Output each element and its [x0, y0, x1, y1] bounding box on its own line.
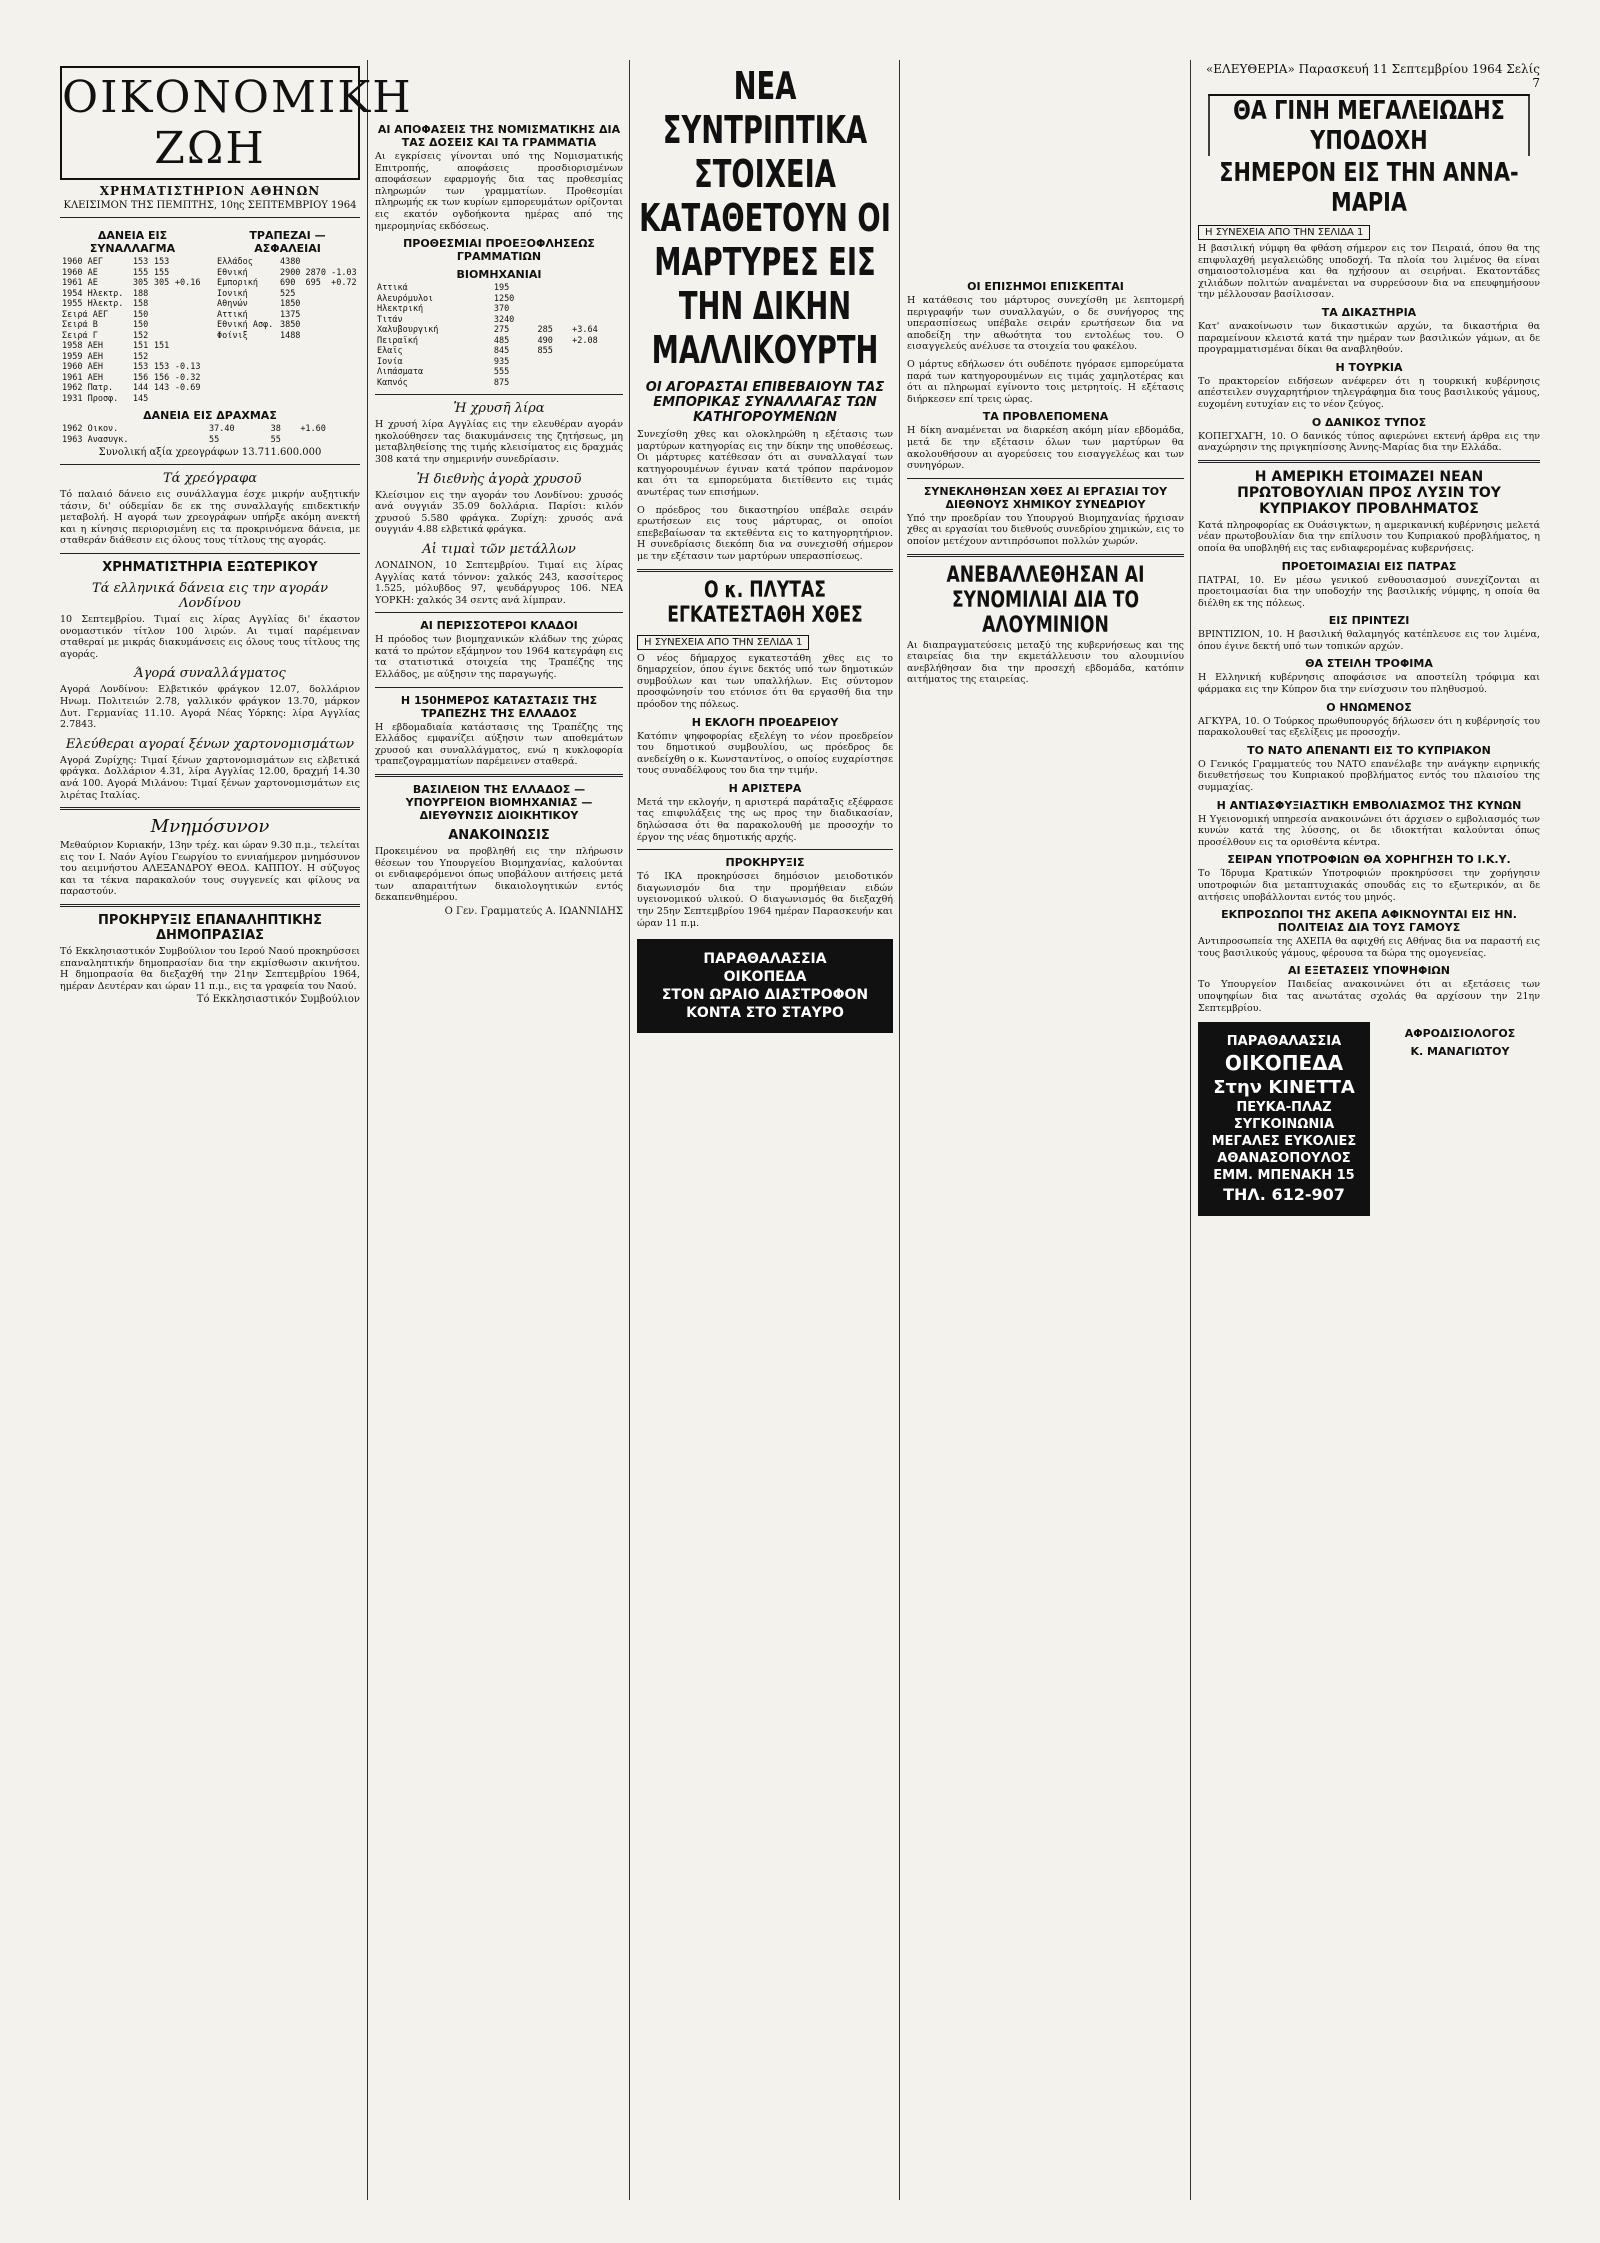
article-heading: ΑΙ ΑΠΟΦΑΣΕΙΣ ΤΗΣ ΝΟΜΙΣΜΑΤΙΚΗΣ ΔΙΑ ΤΑΣ ΔΟΣΕΙΣ ΚΑΙ ΤΑ ΓΡΑΜΜΑΤΙΑ [377, 123, 621, 149]
table-cell: 845 [493, 346, 510, 357]
table-row [60, 341, 205, 352]
trial-body: Ο πρόεδρος του δικαστηρίου υπέβαλε σειράν ερωτήσεων εις τους μάρτυρας, οι οποίοι επεβεβαίωσαν τα εκτεθέντα εις το κατηγορητήριον. Η συνεδρίασις διεκόπη δια να συνεχισθή σήμερον με την εξέτασιν των μαρτύρων υπερασπίσεως. [637, 504, 893, 562]
table-cell: -0.69 [174, 383, 201, 393]
table-cell: 150 [132, 309, 149, 320]
article-subheading: ΕΚΠΡΟΣΩΠΟΙ ΤΗΣ ΑΚΕΠΑ ΑΦΙΚΝΟΥΝΤΑΙ ΕΙΣ ΗΝ. ΠΟΛΙΤΕΙΑΣ ΔΙΑ ΤΟΥΣ ΓΑΜΟΥΣ [1221, 908, 1517, 935]
memorial-body: Μεθαύριον Κυριακήν, 13ην τρέχ. και ώραν 9.30 π.μ., τελείται εις τον Ι. Ναόν Αγίου Γεωργίου το εννιαήμερον μνημόσυνον του αειμνήστου ΑΛΕΞΑΝΔΡΟΥ ΘΕΟΔ. ΚΑΠΠΟΥ. Η σύζυγος και τα τέκνα παρακαλούν τους συγγενείς και φίλους να παραστούν. [60, 840, 360, 898]
article-heading: ΟΙ ΕΠΙΣΗΜΟΙ ΕΠΙΣΚΕΠΤΑΙ [967, 280, 1124, 293]
table-cell: Ιονία [377, 356, 403, 367]
article-body: Αγορά Ζυρίχης: Τιμαί ξένων χαρτονομισμάτων εις ελβετικά φράγκα. Δολλάριον 4.31, λίρα Αγγλίας 12.00, δραχμή 14.30 ανά 100. Αγορά Μιλάνου: Τιμαί ξένων χαρτονομισμάτων εις λιρέτας Ιταλίας. [60, 754, 360, 801]
table-row [60, 320, 205, 331]
table-cell [570, 367, 623, 378]
loans-block [60, 224, 205, 404]
table-cell: 1961 ΑΕ [62, 278, 98, 288]
table-cell: 37.40 [208, 424, 235, 434]
doctor-name: Κ. ΜΑΝΑΓΙΩΤΟΥ [1410, 1045, 1510, 1059]
table-cell [536, 357, 571, 368]
ad-line: ΤΗΛ. 612-907 [1223, 1185, 1345, 1205]
table-cell: 151 [132, 341, 149, 351]
column-rule [367, 60, 368, 2200]
ad-line: ΠΑΡΑΘΑΛΑΣΣΙΑ [1226, 1034, 1342, 1050]
table-cell: 1960 ΑΕ [62, 267, 98, 278]
table-cell: +0.72 [331, 278, 357, 288]
column-trial [637, 60, 893, 2200]
table-cell: 4380 [279, 257, 301, 267]
table-cell: 1960 ΑΕΗ [62, 362, 103, 372]
table-cell: 305 [153, 278, 170, 288]
notice-body: Τό Εκκλησιαστικόν Συμβούλιον του Ιερού Ναού προκηρύσσει επαναληπτικήν δημοπρασίαν δια την εκμίσθωσιν ακινήτου. Η δημοπρασία θα διεξαχθή την 21ην Σεπτεμβρίου 1964, ημέραν Δευτέραν και ώραν 11 π.μ., εις τα γραφεία του Ναού. [60, 946, 360, 992]
table-cell [304, 331, 330, 342]
table-cell: 158 [132, 299, 149, 309]
table-cell: Αττική [217, 309, 248, 320]
table-cell [173, 257, 205, 268]
article-heading: ΤΑ ΠΡΟΒΛΕΠΟΜΕΝΑ [982, 410, 1109, 424]
table-cell [329, 331, 360, 342]
article-body: Αι εγκρίσεις γίνονται υπό της Νομισματικής Επιτροπής, αποφάσεις προσδιορισμένων αποφάσεων εφαρμογής δια τας προθεσμίας πληρωμών των γραμματίων. Προθεσμίαι πληρωμής εκ των κυρίων εμπορευμάτων ορίζονται εις εκατόν ογδοήκοντα ημέρας από της ημερομηνίας εκδόσεως. [375, 151, 623, 232]
table-cell [304, 310, 330, 321]
article-body: Το Υπουργείον Παιδείας ανακοινώνει ότι αι εξετάσεις των υποψηφίων δια τας ανωτάτας σχολάς θα αρχίσουν την 21ην Σεπτεμβρίου. [1198, 979, 1540, 1014]
table-cell: 55 [208, 434, 220, 445]
table-cell [173, 331, 205, 342]
table-cell [329, 289, 360, 300]
table-cell [304, 299, 330, 310]
table-cell: Λιπάσματα [377, 367, 424, 378]
article-body: Αντιπροσωπεία της ΑΧΕΠΑ θα αφιχθή εις Αθήνας δια να παραστή εις τους βασιλικούς γάμους, φέρουσα τα δώρα της ομογενείας. [1198, 936, 1540, 959]
article-body: Η δίκη αναμένεται να διαρκέση ακόμη μίαν εβδομάδα, μετά δε την εξέτασιν όλων των μαρτύρων θα ακολουθήσουν αι αγορεύσεις του εισαγγελέως και των συνηγόρων. [907, 425, 1184, 472]
ad-line: ΑΘΑΝΑΣΟΠΟΥΛΟΣ [1217, 1151, 1351, 1167]
ad-line: ΠΕΥΚΑ-ΠΛΑΖ [1236, 1100, 1332, 1116]
table-cell: 188 [132, 288, 149, 299]
ad-line: ΕΜΜ. ΜΠΕΝΑΚΗ 15 [1213, 1168, 1355, 1184]
table-cell [173, 394, 205, 405]
ad-line: ΟΙΚΟΠΕΔΑ [723, 969, 807, 986]
table-row [60, 278, 205, 289]
article-body: Τό παλαιό δάνειο εις συνάλλαγμα έσχε μικρήν αυξητικήν τάσιν, δι' ούδεμίαν δε εκ της συναλλαγής επιδεκτικήν μεταβολή. Η αγορά των χρεογράφων υπήρξε ακόμη ανεκτή και η κίνησις περιορισμένη εις τα προκρινόμενα δάνεια, με σταθεράν διάθεσιν εις όλους τους τίτλους της αγοράς. [60, 489, 360, 547]
table-row [60, 435, 360, 446]
royal-subheading: Ο ΔΑΝΙΚΟΣ ΤΥΠΟΣ [1311, 415, 1427, 429]
table-cell: Σειρά Β [62, 320, 98, 330]
ad-line: Στην ΚΙΝΕΤΤΑ [1213, 1077, 1355, 1099]
table-row [375, 346, 623, 357]
table-cell: 935 [493, 356, 510, 367]
table-cell [570, 378, 623, 389]
table-cell: Ηλεκτρική [377, 304, 424, 315]
notice-heading: ΠΡΟΚΗΡΥΞΙΣ [725, 856, 805, 870]
section-heading: Ελεύθεραι αγοραί ξένων χαρτονομισμάτων [65, 736, 355, 752]
table-cell [173, 268, 205, 279]
table-cell: Εθνική Ασφ. [217, 320, 274, 330]
table-row [215, 278, 360, 289]
table-cell: Εθνική [217, 267, 248, 278]
aluminium-headline: ΑΝΕΒΑΛΛΕΘΗΣΑΝ ΑΙ ΣΥΝΟΜΙΛΙΑΙ ΔΙΑ ΤΟ ΑΛΟΥΜΙΝΙΟΝ [946, 562, 1145, 638]
table-cell: 150 [132, 320, 149, 330]
table-cell: Ελαϊς [377, 346, 403, 357]
table-cell: 2870 [305, 267, 326, 278]
table-cell: 144 [132, 383, 149, 393]
aluminium-body: Αι διαπραγματεύσεις μεταξύ της κυβερνήσεως και της εταιρείας δια την εκμετάλλευσιν του αλουμινίου ανεβλήθησαν δια την προσεχή εβδομάδα, κατόπιν αιτήματος της εταιρείας. [907, 639, 1184, 686]
table-cell: -1.03 [331, 267, 357, 278]
rates-tables [60, 224, 360, 404]
ad-line: ΚΟΝΤΑ ΣΤΟ ΣΤΑΥΡΟ [686, 1005, 844, 1022]
table-cell [173, 320, 205, 331]
table-cell: Εμπορική [217, 278, 258, 288]
table-row [215, 320, 360, 331]
exchange-kicker: ΧΡΗΜΑΤΙΣΤΗΡΙΟΝ ΑΘΗΝΩΝ [99, 184, 321, 198]
table-cell [304, 320, 330, 331]
article-body: 10 Σεπτεμβρίου. Τιμαί εις λίρας Αγγλίας δι' έκαστον ονομαστικόν τίτλον 100 λιρών. Αι τιμαί παρέμειναν σταθεραί με μικράς διακυμάνσεις εις όλους τους τίτλους της αγοράς. [60, 613, 360, 660]
ministry-body: Προκειμένου να προβληθή εις την πλήρωσιν θέσεων του Υπουργείου Βιομηχανίας, καλούνται οι ενδιαφερόμενοι όπως υποβάλουν αιτήσεις μετά των απαραιτήτων δικαιολογητικών εντός δεκαπενθημέρου. [375, 846, 623, 904]
table-row [60, 268, 205, 279]
article-subheading: ΑΙ ΕΞΕΤΑΣΕΙΣ ΥΠΟΨΗΦΙΩΝ [1288, 964, 1450, 978]
table-cell: 1959 ΑΕΗ [62, 351, 103, 362]
newspaper-page [60, 60, 1540, 2200]
table-cell: 145 [132, 393, 149, 404]
date-line: «ΕΛΕΥΘΕΡΙΑ» Παρασκευή 11 Σεπτεμβρίου 1964 Σελίς 7 [1205, 62, 1540, 90]
article-body: Το Ίδρυμα Κρατικών Υποτροφιών προκηρύσσει την χορήγησιν υποτροφιών δια μεταπτυχιακάς σπουδάς εις το εξωτερικόν, αι δε αιτήσεις υποβάλλονται εντός του μηνός. [1198, 868, 1540, 903]
table-cell [152, 320, 173, 331]
table-cell: 305 [132, 278, 149, 288]
exchange-sub: ΚΛΕΙΣΙΜΟΝ ΤΗΣ ΠΕΜΠΤΗΣ, 10ης ΣΕΠΤΕΜΒΡΙΟΥ 1964 [63, 200, 357, 211]
table-cell: 3240 [493, 314, 515, 325]
royal-headline: ΣΗΜΕΡΟΝ ΕΙΣ ΤΗΝ ΑΝΝΑ-ΜΑΡΙΑ [1219, 158, 1519, 218]
table-row [60, 331, 205, 342]
ministry-signature: Ο Γεν. Γραμματεύς Α. ΙΩΑΝΝΙΔΗΣ [444, 906, 623, 917]
bottom-ads [1198, 1022, 1540, 1216]
table-cell [536, 304, 571, 315]
article-body: ΑΓΚΥΡΑ, 10. Ο Τούρκος πρωθυπουργός δήλωσεν ότι η κυβέρνησίς του παρακολουθεί τας εξελίξεις με προσοχήν. [1198, 715, 1540, 739]
bonds-heading: ΔΑΝΕΙΑ ΕΙΣ ΔΡΑΧΜΑΣ [143, 409, 277, 422]
table-cell [329, 299, 360, 310]
table-cell: Σειρά ΑΕΓ [62, 309, 109, 320]
table-row [375, 367, 623, 378]
doctor-notice [1380, 1022, 1540, 1216]
royal-body: Η βασιλική νύμφη θα φθάση σήμερον εις τον Πειραιά, όπου θα της επιφυλαχθή μεγαλειώδης υποδοχή. Τα πλοία του λιμένος θα είναι σημαιοστολισμένα και θα ηχήσουν αι σειρήναι. Εκατοντάδες χιλιάδων πολιτών αναμένεται να συρρεύσουν δια να επευφημήσουν την μέλλουσαν βασίλισσαν. [1198, 243, 1540, 301]
table-cell [570, 357, 623, 368]
table-cell: Φοίνιξ [217, 330, 248, 341]
column-trial-cont [907, 60, 1184, 2200]
ad-line: ΠΑΡΑΘΑΛΑΣΣΙΑ [703, 951, 827, 968]
continuation-label: Η ΣΥΝΕΧΕΙΑ ΑΠΟ ΤΗΝ ΣΕΛΙΔΑ 1 [637, 635, 809, 650]
column-rule [899, 60, 900, 2200]
table-cell: Τιτάν [377, 314, 403, 325]
table-cell: Ελλάδος [217, 257, 253, 267]
mayor-body: Ο νέος δήμαρχος εγκατεστάθη χθες εις το δημαρχείον, όπου έγινε δεκτός υπό των δημοτικών συμβούλων και των υπαλλήλων. Εις σύντομον προσφώνησίν του ετόνισε ότι θα εργασθή δια την πρόοδον της πόλεως. [637, 652, 893, 710]
banks-table [215, 257, 360, 341]
ad-line: ΣΤΟΝ ΩΡΑΙΟ ΔΙΑΣΤΡΟΦΟΝ [661, 987, 869, 1004]
table-cell: Αττικά [377, 283, 408, 294]
table-cell: 555 [493, 367, 510, 378]
table-cell: 490 [537, 335, 553, 346]
table-cell: +3.64 [572, 325, 598, 336]
table-cell: 143 [153, 383, 170, 393]
stocks-heading: ΒΙΟΜΗΧΑΝΙΑΙ [456, 268, 542, 282]
table-cell: 155 [132, 267, 149, 278]
table-cell [304, 289, 330, 300]
royal-subheading: ΤΑ ΔΙΚΑΣΤΗΡΙΑ [1321, 305, 1417, 319]
ad-line: ΟΙΚΟΠΕΔΑ [1224, 1051, 1344, 1076]
section-heading: Ἡ διεθνὴς ἀγορὰ χρυσοῦ [416, 471, 582, 487]
table-cell: Σειρά Γ [62, 330, 98, 341]
table-row [375, 294, 623, 305]
table-cell: 2900 [279, 267, 301, 278]
table-cell [536, 283, 571, 294]
table-cell [536, 294, 571, 305]
article-body: Κλείσιμον εις την αγοράν του Λονδίνου: χρυσός ανά ουγγιάν 35.09 δολλάρια. Παρίσι: κιλόν χρυσού 5.580 φράγκα. Ζυρίχη: χρυσός ανά ουγγιάν 4.88 ελβετικά φράγκα. [375, 489, 623, 536]
table-cell [152, 394, 173, 405]
table-cell: 855 [537, 346, 553, 357]
table-cell: 1962 Οικον. [62, 424, 119, 434]
table-cell [298, 435, 360, 446]
article-subheading: ΠΡΟΕΤΟΙΜΑΣΙΑΙ ΕΙΣ ΠΑΤΡΑΣ [1281, 559, 1457, 573]
table-cell: 1488 [279, 330, 301, 341]
table-cell: 153 [153, 257, 170, 267]
left-body: Μετά την εκλογήν, η αριστερά παράταξις εξέφρασε τας επιφυλάξεις της ως προς την διαδικασίαν, δηλώσασα ότι θα παρακολουθή με προσοχήν το έργον της νέας δημοτικής αρχής. [637, 796, 893, 843]
trial-body: Συνεχίσθη χθες και ολοκληρώθη η εξέτασις των μαρτύρων κατηγορίας εις την δίκην της υποθέσεως. Οι μάρτυρες κατέθεσαν ότι αι συναλλαγαί των κατηγορουμένων έγιναν κατά τρόπον παράνομον και ότι τα εμπορεύματα διετίθεντο εις τιμάς ανωτέρας των επισήμων. [637, 429, 893, 498]
section-heading: Αἱ τιμαὶ τῶν μετάλλων [422, 541, 576, 557]
table-cell [304, 257, 330, 268]
masthead: ΟΙΚΟΝΟΜΙΚΗ ΖΩΗ [60, 66, 360, 180]
banks-block [215, 224, 360, 404]
article-body: Η πρόοδος των βιομηχανικών κλάδων της χώρας κατά το πρώτον εξάμηνον του 1964 κατεγράφη εις τα στατιστικά στοιχεία της Τραπέζης της Ελλάδος, με αύξησιν της παραγωγής. [375, 634, 623, 681]
section-heading: Η 150ΗΜΕΡΟΣ ΚΑΤΑΣΤΑΣΙΣ ΤΗΣ ΤΡΑΠΕΖΗΣ ΤΗΣ ΕΛΛΑΔΟΣ [400, 693, 598, 720]
table-cell [329, 257, 360, 268]
mayor-headline: Ο κ. ΠΛΥΤΑΣ ΕΓΚΑΤΕΣΤΑΘΗ ΧΘΕΣ [667, 577, 863, 628]
table-cell [570, 294, 623, 305]
table-cell: Αλευρόμυλοι [377, 293, 434, 304]
column-rule [629, 60, 630, 2200]
table-cell: 485 [493, 335, 510, 346]
table-cell [570, 315, 623, 326]
total-line: Συνολική αξία χρεογράφων 13.711.600.000 [98, 447, 322, 458]
table-row [60, 257, 205, 268]
loans-table [60, 257, 205, 404]
table-cell: 195 [493, 283, 510, 294]
table-cell [173, 341, 205, 352]
continuation-label: Η ΣΥΝΕΧΕΙΑ ΑΠΟ ΤΗΝ ΣΕΛΙΔΑ 1 [1198, 225, 1370, 240]
article-subheading: Η ΑΝΤΙΑΣΦΥΞΙΑΣΤΙΚΗ ΕΜΒΟΛΙΑΣΜΟΣ ΤΗΣ ΚΥΝΩΝ [1216, 798, 1522, 812]
table-row [215, 331, 360, 342]
table-cell: 690 [279, 278, 296, 288]
table-row [60, 383, 205, 394]
column-royal [1198, 60, 1540, 2200]
table-cell [570, 304, 623, 315]
table-row [215, 310, 360, 321]
table-cell [173, 310, 205, 321]
table-cell: 1961 ΑΕΗ [62, 372, 103, 383]
doctor-heading: ΑΦΡΟΔΙΣΙΟΛΟΓΟΣ [1404, 1027, 1516, 1041]
table-cell [329, 310, 360, 321]
article-subheading: ΘΑ ΣΤΕΙΛΗ ΤΡΟΦΙΜΑ [1305, 657, 1433, 671]
land-ad [637, 939, 893, 1033]
notice-heading: ΠΡΟΚΗΡΥΞΙΣ ΕΠΑΝΑΛΗΠΤΙΚΗΣ ΔΗΜΟΠΡΑΣΙΑΣ [98, 913, 322, 944]
section-subheading: Τά ελληνικά δάνεια εις την αγοράν Λονδίνου [92, 580, 328, 611]
table-row [215, 289, 360, 300]
table-cell [570, 283, 623, 294]
trial-subheadline: ΟΙ ΑΓΟΡΑΣΤΑΙ ΕΠΙΒΕΒΑΙΟΥΝ ΤΑΣ ΕΜΠΟΡΙΚΑΣ ΣΥΝΑΛΛΑΓΑΣ ΤΩΝ ΚΑΤΗΓΟΡΟΥΜΕΝΩΝ [645, 380, 885, 425]
article-body: Η Ελληνική κυβέρνησις αποφάσισε να αποστείλη τρόφιμα και φάρμακα εις την Κύπρον δια την ενίσχυσιν του πληθυσμού. [1198, 672, 1540, 696]
table-cell [536, 315, 571, 326]
table-cell [152, 331, 173, 342]
table-cell [173, 299, 205, 310]
table-row [60, 362, 205, 373]
table-row [375, 336, 623, 347]
article-body: ΛΟΝΔΙΝΟΝ, 10 Σεπτεμβρίου. Τιμαί εις λίρας Αγγλίας κατά τόννον: χαλκός 243, κασσίτερος 1.525, μόλυβδος 97, ψευδάργυρος 106. ΝΕΑ ΥΟΡΚΗ: χαλκός 34 σεντς ανά λίμπραν. [375, 559, 623, 606]
article-subheading: ΤΟ ΝΑΤΟ ΑΠΕΝΑΝΤΙ ΕΙΣ ΤΟ ΚΥΠΡΙΑΚΟΝ [1247, 743, 1491, 757]
table-row [60, 373, 205, 384]
ad-line: ΜΕΓΑΛΕΣ ΕΥΚΟΛΙΕΣ [1211, 1134, 1357, 1150]
table-cell: 156 [132, 372, 149, 383]
table-cell [152, 299, 173, 310]
table-cell: 152 [132, 351, 149, 362]
table-cell: Ιονική [217, 288, 248, 299]
article-body: Η εβδομαδιαία κατάστασις της Τραπέζης της Ελλάδος εμφανίζει αύξησιν των αποθεμάτων χρυσού και συναλλάγματος, ενώ η κυκλοφορία τραπεζογραμματίων παρέμεινεν σταθερά. [375, 721, 623, 768]
article-subheading: ΠΡΟΘΕΣΜΙΑΙ ΠΡΟΕΞΟΦΛΗΣΕΩΣ ΓΡΑΜΜΑΤΙΩΝ [403, 237, 595, 264]
article-subheading: ΣΕΙΡΑΝ ΥΠΟΤΡΟΦΙΩΝ ΘΑ ΧΟΡΗΓΗΣΗ ΤΟ Ι.Κ.Υ. [1227, 853, 1511, 867]
notice-signature: Τό Εκκλησιαστικόν Συμβούλιον [196, 994, 360, 1006]
table-cell: 1375 [279, 309, 301, 320]
article-body: Η Υγειονομική υπηρεσία ανακοινώνει ότι άρχισεν ο εμβολιασμός των κυνών κατά της λύσσης, οι δε ιδιοκτήται καλούνται όπως προσέλθουν εις τα ορισθέντα κέντρα. [1198, 813, 1540, 848]
memorial-heading: Μνημόσυνον [150, 816, 270, 838]
table-cell: 153 [132, 257, 149, 267]
stocks-table [375, 283, 623, 388]
table-cell [173, 289, 205, 300]
section-heading: Άγορά συναλλάγματος [134, 666, 286, 682]
column-finance-2 [375, 60, 623, 2200]
table-cell: 1962 Πατρ. [62, 383, 114, 393]
table-cell: 156 [153, 372, 170, 383]
notice-body: Τό ΙΚΑ προκηρύσσει δημόσιον μειοδοτικόν διαγωνισμόν δια την προμήθειαν ειδών υγειονομικού υλικού. Ο διαγωνισμός θα διεξαχθή την 25ην Σεπτεμβρίου 1964 ημέραν Παρασκευήν και ώραν 11 π.μ. [637, 871, 893, 929]
table-cell: 55 [270, 434, 281, 445]
royal-body: ΚΟΠΕΓΧΑΓΗ, 10. Ο δανικός τύπος αφιερώνει εκτενή άρθρα εις την αναχώρησιν της πριγκηπίσσης Άννης-Μαρίας δια την Ελλάδα. [1198, 430, 1540, 454]
table-row [375, 283, 623, 294]
table-cell: 153 [132, 362, 149, 372]
table-cell: Χαλυβουργική [377, 325, 439, 336]
table-cell [536, 378, 571, 389]
table-row [375, 304, 623, 315]
loans-heading: ΔΑΝΕΙΑ ΕΙΣ ΣΥΝΑΛΛΑΓΜΑ [89, 229, 176, 255]
table-cell: 275 [493, 325, 510, 336]
table-cell: -0.32 [174, 372, 201, 383]
table-cell: 370 [493, 304, 510, 315]
kinetta-ad [1198, 1022, 1370, 1216]
table-cell: Πειραϊκή [377, 335, 418, 346]
table-cell: 3850 [279, 320, 301, 330]
table-row [60, 352, 205, 363]
table-row [215, 299, 360, 310]
section-heading: Ἡ χρυσῆ λίρα [453, 401, 545, 417]
table-cell [329, 320, 360, 331]
congress-heading: ΣΥΝΕΚΛΗΘΗΣΑΝ ΧΘΕΣ ΑΙ ΕΡΓΑΣΙΑΙ ΤΟΥ ΔΙΕΘΝΟΥΣ ΧΗΜΙΚΟΥ ΣΥΝΕΔΡΙΟΥ [923, 484, 1168, 511]
table-cell: 1931 Προσφ. [62, 393, 119, 404]
table-row [60, 394, 205, 405]
royal-body: Κατ' ανακοίνωσιν των δικαστικών αρχών, τα δικαστήρια θα παραμείνουν κλειστά κατά την ημέραν των βασιλικών γάμων, αι δε προγραμματισμέναι δίκαι θα αναβληθούν. [1198, 320, 1540, 356]
section-heading: Τά χρεόγραφα [163, 471, 257, 486]
table-cell: Αθηνών [217, 299, 248, 309]
table-cell: 152 [132, 330, 149, 341]
table-row [60, 424, 360, 435]
trial-headline: ΝΕΑ ΣΥΝΤΡΙΠΤΙΚΑ ΣΤΟΙΧΕΙΑ ΚΑΤΑΘΕΤΟΥΝ ΟΙ ΜΑΡΤΥΡΕΣ ΕΙΣ ΤΗΝ ΔΙΚΗΝ ΜΑΛΛΙΚΟΥΡΤΗ [639, 64, 891, 372]
royal-subheading: Η ΤΟΥΡΚΙΑ [1335, 360, 1403, 374]
article-body: Η κατάθεσις του μάρτυρος συνεχίσθη με λεπτομερή περιγραφήν των συναλλαγών, ο δε συνήγορος της υπερασπίσεως υπέβαλε σειράν ερωτήσεων δια να αποδείξη την αθωότητα του εντολέως του. Ο εισαγγελεύς ανέλυσε τα στοιχεία του φακέλου. [907, 295, 1184, 353]
table-cell: Καπνός [377, 377, 408, 388]
table-cell: 285 [537, 325, 553, 336]
column-rule [1190, 60, 1191, 2200]
article-body: ΒΡΙΝΤΙΖΙΟΝ, 10. Η βασιλική θαλαμηγός κατέπλευσε εις τον λιμένα, όπου έγινε δεκτή υπό των τοπικών αρχών. [1198, 629, 1540, 652]
table-row [215, 268, 360, 279]
royal-body: Το πρακτορείον ειδήσεων ανέφερεν ότι η τουρκική κυβέρνησις απέστειλεν συγχαρητήριον τηλεγράφημα δια τους βασιλικούς γάμους, ευχομένη ευτυχίαν εις το νέον ζεύγος. [1198, 375, 1540, 410]
table-cell: 1963 Ανασυγκ. [62, 434, 129, 445]
election-heading: Η ΕΚΛΟΓΗ ΠΡΟΕΔΡΕΙΟΥ [691, 715, 839, 729]
table-cell: 1955 Ηλεκτρ. [62, 299, 124, 309]
article-subheading: ΕΙΣ ΠΡΙΝΤΕΖΙ [1328, 614, 1410, 628]
table-cell [536, 367, 571, 378]
cyprus-headline: Η ΑΜΕΡΙΚΗ ΕΤΟΙΜΑΖΕΙ ΝΕΑΝ ΠΡΩΤΟΒΟΥΛΙΑΝ ΠΡΟΣ ΛΥΣΙΝ ΤΟΥ ΚΥΠΡΙΑΚΟΥ ΠΡΟΒΛΗΜΑΤΟΣ [1237, 468, 1501, 517]
table-cell: -0.13 [174, 362, 201, 372]
section-heading: ΧΡΗΜΑΤΙΣΤΗΡΙΑ ΕΞΩΤΕΡΙΚΟΥ [102, 559, 318, 575]
table-row [375, 315, 623, 326]
table-row [60, 310, 205, 321]
ministry-heading: ΒΑΣΙΛΕΙΟΝ ΤΗΣ ΕΛΛΑΔΟΣ — ΥΠΟΥΡΓΕΙΟΝ ΒΙΟΜΗΧΑΝΙΑΣ — ΔΙΕΥΘΥΝΣΙΣ ΔΙΟΙΚΗΤΙΚΟΥ [405, 783, 593, 823]
left-heading: Η ΑΡΙΣΤΕΡΑ [728, 781, 802, 795]
ministry-subheading: ΑΝΑΚΟΙΝΩΣΙΣ [448, 828, 550, 844]
table-row [60, 299, 205, 310]
table-cell: 155 [153, 267, 170, 278]
section-heading: ΑΙ ΠΕΡΙΣΣΟΤΕΡΟΙ ΚΛΑΔΟΙ [420, 619, 578, 633]
ad-line: ΣΥΓΚΟΙΝΩΝΙΑ [1233, 1117, 1335, 1133]
table-cell: 153 [153, 362, 170, 372]
congress-body: Υπό την προεδρίαν του Υπουργού Βιομηχανίας ήρχισαν χθες αι εργασίαι του διεθνούς συνεδρίου χημικών, εις το οποίον μετέχουν αντιπρόσωποι πολλών χωρών. [907, 512, 1184, 547]
article-body: Ο μάρτυς εδήλωσεν ότι ουδέποτε ηγόρασε εμπορεύματα παρά των κατηγορουμένων εις τιμάς χαμηλοτέρας και ότι αι πληρωμαί εγίνοντο τοις μετρητοίς. Η εξέτασις διήρκεσεν επί τρεις ώρας. [907, 358, 1184, 405]
royal-headline: ΘΑ ΓΙΝΗ ΜΕΓΑΛΕΙΩΔΗΣ ΥΠΟΔΟΧΗ [1208, 94, 1530, 156]
table-cell: 38 [270, 424, 281, 434]
cyprus-body: Κατά πληροφορίας εκ Ουάσιγκτων, η αμερικανική κυβέρνησις μελετά νέαν πρωτοβουλίαν δια την επίλυσιν του Κυπριακού προβλήματος, η οποία θα υποβληθή εις τας ενδιαφερομένας κυβερνήσεις. [1198, 519, 1540, 554]
table-cell [152, 289, 173, 300]
table-cell: 695 [305, 278, 321, 288]
table-row [375, 357, 623, 368]
article-body: Ο Γενικός Γραμματεύς του ΝΑΤΟ επανέλαβε την ανάγκην ειρηνικής διευθετήσεως του Κυπριακού προβλήματος εντός του πλαισίου της συμμαχίας. [1198, 758, 1540, 794]
table-cell: +2.08 [572, 335, 598, 346]
article-subheading: Ο ΗΝΩΜΕΝΟΣ [1326, 700, 1412, 714]
article-body: ΠΑΤΡΑΙ, 10. Εν μέσω γενικού ενθουσιασμού συνεχίζονται αι προετοιμασίαι δια την υποδοχήν της βασιλικής νύμφης, η οποία θα διέλθη εκ της πόλεως. [1198, 574, 1540, 609]
table-cell: 1958 ΑΕΗ [62, 341, 103, 351]
table-cell: 1850 [279, 299, 301, 309]
table-cell [173, 352, 205, 363]
table-cell [152, 310, 173, 321]
article-body: Αγορά Λονδίνου: Ελβετικόν φράγκον 12.07, δολλάριον Ηνωμ. Πολιτειών 2.78, γαλλικόν φράγκον 13.70, μάρκον Δυτ. Γερμανίας 11.10. Αγορά Νέας Υόρκης: λίρα Αγγλίας 2.7843. [60, 684, 360, 731]
table-cell: 525 [279, 288, 296, 299]
table-cell: 1954 Ηλεκτρ. [62, 288, 124, 299]
table-cell: 151 [153, 341, 170, 351]
table-cell [570, 346, 623, 357]
table-row [60, 289, 205, 300]
table-cell: 1250 [493, 293, 515, 304]
election-body: Κατόπιν ψηφοφορίας εξελέγη το νέον προεδρείον του δημοτικού συμβουλίου, ως πρόεδρος δε ανεδείχθη ο κ. Κωνσταντίνος, ο οποίος ευχαρίστησε τους συναδέλφους του δια την τιμήν. [637, 730, 893, 777]
table-cell: 875 [493, 377, 510, 388]
table-cell: +0.16 [174, 278, 201, 288]
bonds-table [60, 424, 360, 445]
table-row [375, 378, 623, 389]
table-cell: +1.60 [300, 424, 326, 434]
table-cell [152, 352, 173, 363]
article-body: Η χρυσή λίρα Αγγλίας εις την ελευθέραν αγοράν ηκολούθησεν τας διακυμάνσεις της ζητήσεως, μη μεταβληθείσης της τιμής κλεισίματος εις δραχμάς 308 κατά την σημερινήν συνεδρίασιν. [375, 419, 623, 465]
table-row [375, 325, 623, 336]
table-cell: 1960 ΑΕΓ [62, 257, 103, 267]
table-row [215, 257, 360, 268]
banks-heading: ΤΡΑΠΕΖΑΙ — ΑΣΦΑΛΕΙΑΙ [249, 229, 326, 255]
